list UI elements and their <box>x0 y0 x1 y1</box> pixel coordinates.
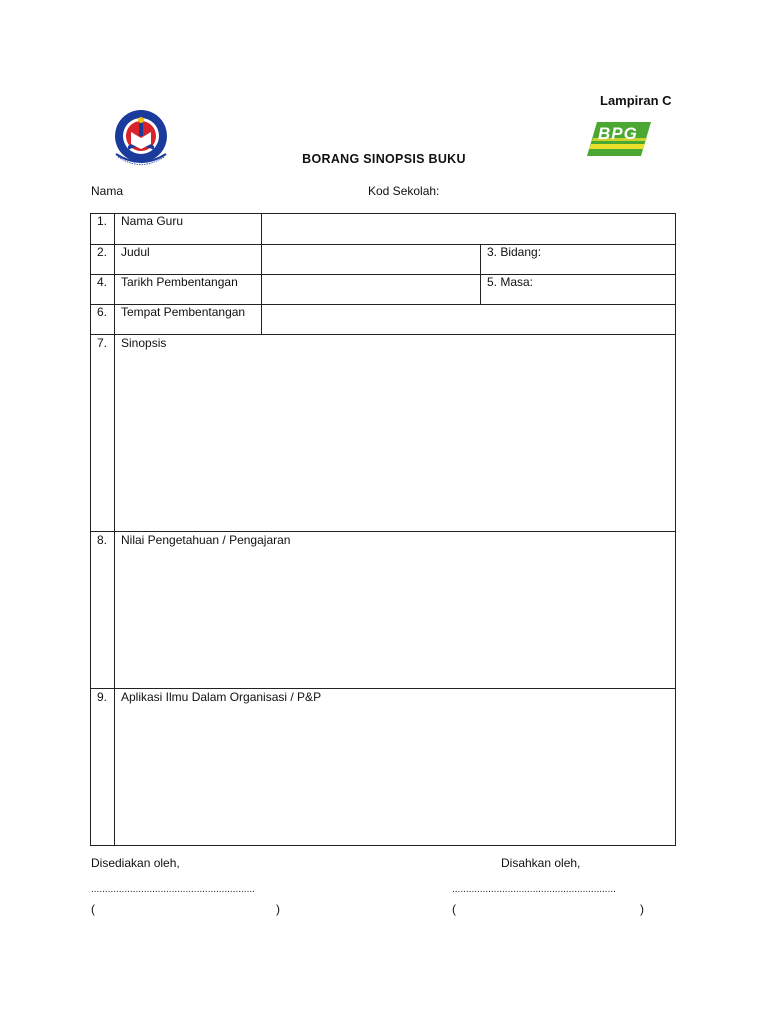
aplikasi-field[interactable] <box>115 689 676 846</box>
row-number: 9. <box>91 689 115 846</box>
nilai-field[interactable] <box>115 532 676 689</box>
row-label: Sinopsis <box>121 336 167 350</box>
lampiran-label: Lampiran C <box>600 93 672 108</box>
row-number: 1. <box>91 214 115 245</box>
name-close-paren: ) <box>640 902 644 916</box>
tempat-field[interactable] <box>262 305 676 335</box>
row-number: 7. <box>91 335 115 532</box>
row-label: Tempat Pembentangan <box>115 305 262 335</box>
row-label: Tarikh Pembentangan <box>115 275 262 305</box>
row-label: Judul <box>115 245 262 275</box>
table-row <box>91 689 676 846</box>
signature-line-left[interactable]: ........................................................... <box>91 884 255 895</box>
bpg-logo-text: BPG <box>598 124 638 143</box>
table-row <box>91 305 676 335</box>
judul-field[interactable] <box>262 245 481 275</box>
masa-field[interactable]: 5. Masa: <box>481 275 676 305</box>
table-row <box>91 245 676 275</box>
prepared-by-label: Disediakan oleh, <box>91 856 180 870</box>
row-number: 6. <box>91 305 115 335</box>
row-number: 2. <box>91 245 115 275</box>
row-number: 8. <box>91 532 115 689</box>
table-row <box>91 214 676 245</box>
page-title: BORANG SINOPSIS BUKU <box>302 152 466 166</box>
table-row <box>91 335 676 532</box>
nama-label: Nama <box>91 184 124 198</box>
signature-line-right[interactable]: ........................................................... <box>452 884 616 895</box>
row-label: Aplikasi Ilmu Dalam Organisasi / P&P <box>121 690 322 704</box>
bidang-field[interactable]: 3. Bidang: <box>481 245 676 275</box>
name-open-paren: ( <box>452 902 456 916</box>
sinopsis-field[interactable] <box>115 335 676 532</box>
table-row <box>91 275 676 305</box>
row-label: Nama Guru <box>115 214 262 245</box>
row-number: 4. <box>91 275 115 305</box>
table-row <box>91 532 676 689</box>
synopsis-form-table <box>90 213 676 846</box>
nama-guru-field[interactable] <box>262 214 676 245</box>
name-close-paren: ) <box>276 902 280 916</box>
kod-sekolah-label: Kod Sekolah: <box>368 184 440 198</box>
tarikh-field[interactable] <box>262 275 481 305</box>
verified-by-label: Disahkan oleh, <box>501 856 581 870</box>
name-open-paren: ( <box>91 902 95 916</box>
row-label: Nilai Pengetahuan / Pengajaran <box>121 533 291 547</box>
